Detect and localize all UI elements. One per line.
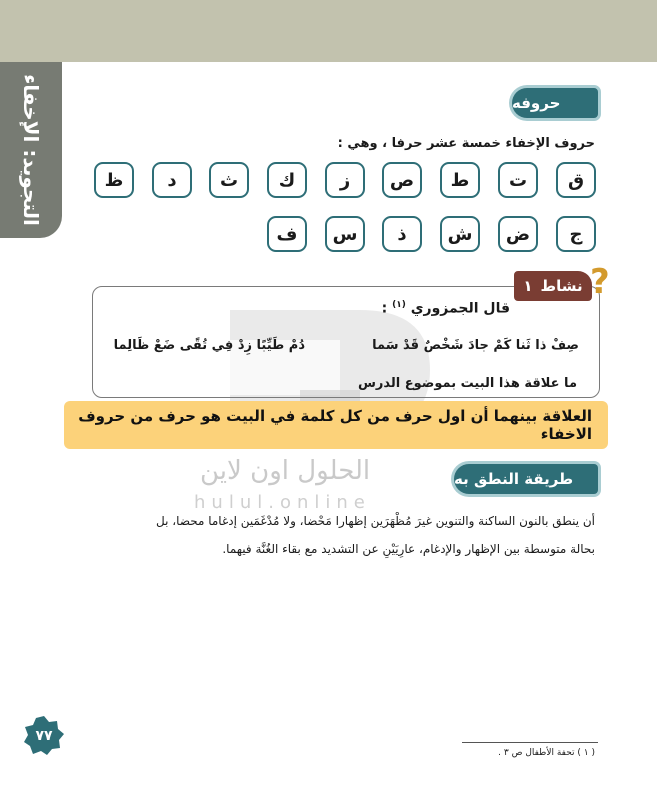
method-line-1: أن ينطق بالنون الساكنة والتنوين غيرَ مُظْهَرَين إظهارا مَحْضا، ولا مُدْغَمَين إدغاما محضا، بل	[156, 514, 595, 528]
section-method-title: طريقة النطق به	[454, 470, 574, 488]
activity-question: ما علاقة هذا البيت بموضوع الدرس	[357, 376, 577, 391]
letter-box: ش	[440, 216, 480, 252]
chapter-side-tab	[0, 62, 62, 238]
verse-first-half: صِفْ ذا ثَنا كَمْ جادَ شَخْصٌ قَدْ سَما	[372, 338, 579, 353]
quote-intro-text: قال الجمزوري	[410, 300, 510, 317]
letter-box: د	[152, 162, 192, 198]
letter-box: ف	[267, 216, 307, 252]
footnote-divider	[462, 742, 598, 743]
letter-box: ك	[267, 162, 307, 198]
top-band	[0, 0, 657, 62]
activity-badge	[514, 271, 592, 301]
letter-box: ظ	[94, 162, 134, 198]
method-line-2: بحالة متوسطة بين الإظهار والإدغام، عارِيَيْنِ عن التشديد مع بقاء الغُنَّة فيهما.	[222, 542, 595, 556]
activity-label: نشاط	[540, 277, 583, 295]
activity-number: ١	[523, 277, 533, 295]
letter-box: ق	[556, 162, 596, 198]
letter-box: ذ	[382, 216, 422, 252]
letter-box: ط	[440, 162, 480, 198]
section-letters-heading	[512, 88, 598, 118]
letter-box: ث	[209, 162, 249, 198]
letter-box: ض	[498, 216, 538, 252]
verse-second-half: دُمْ طَيِّبًا زِدْ فِي تُقًى ضَعْ ظَالِما	[113, 338, 305, 353]
chapter-title: التجويد: الإخفاء	[19, 74, 43, 226]
question-mark-icon: ?	[590, 262, 610, 302]
letter-box: ت	[498, 162, 538, 198]
watermark-arabic: الحلول اون لاين	[200, 456, 371, 486]
letter-box: ص	[382, 162, 422, 198]
letters-intro: حروف الإخفاء خمسة عشر حرفا ، وهي :	[337, 136, 595, 151]
letter-box: ج	[556, 216, 596, 252]
letter-box: س	[325, 216, 365, 252]
answer-box	[64, 401, 608, 449]
footnote-text: ( ١ ) تحفة الأطفال ص ٣ .	[498, 748, 595, 758]
watermark-latin: hulul.online	[194, 492, 371, 513]
section-letters-title: حروفه	[512, 94, 561, 112]
footnote-reference: (١)	[392, 300, 406, 310]
letter-box: ز	[325, 162, 365, 198]
page-number: ٧٧	[35, 728, 53, 744]
quote-intro: قال الجمزوري $^{(١)}$ :	[381, 300, 510, 317]
answer-text: العلاقة بينهما أن اول حرف من كل كلمة في البيت هو حرف من حروف الاخفاء	[78, 407, 592, 443]
section-method-heading	[454, 464, 598, 494]
